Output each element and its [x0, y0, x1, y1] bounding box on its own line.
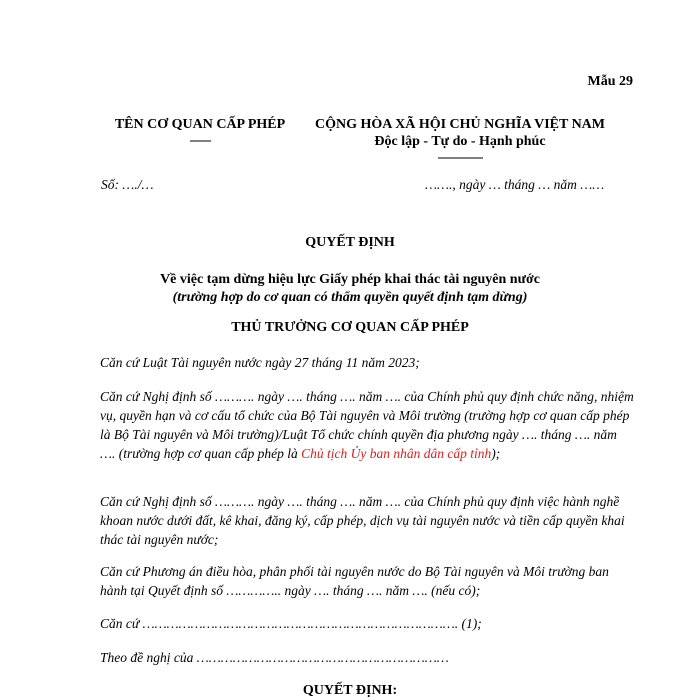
agency-name: TÊN CƠ QUAN CẤP PHÉP: [114, 117, 286, 132]
basis-law: Căn cứ Luật Tài nguyên nước ngày 27 tháng 11 năm 2023;: [100, 355, 420, 370]
subject-line: Về việc tạm dừng hiệu lực Giấy phép khai thác tài nguyên nước: [160, 272, 540, 287]
subject-note: (trường hợp do cơ quan có thẩm quyền quyết định tạm dừng): [172, 290, 528, 305]
country-name: CỘNG HÒA XÃ HỘI CHỦ NGHĨA VIỆT NAM: [314, 117, 605, 132]
national-motto: Độc lập - Tự do - Hạnh phúc: [374, 134, 546, 149]
motto-divider: ---------------: [437, 150, 483, 164]
basis-other: Căn cứ ……………………………………………………………………. (1);: [100, 616, 482, 631]
decision-title: QUYẾT ĐỊNH: [305, 235, 395, 250]
basis-decree-drilling: Căn cứ Nghị định số ………. ngày …. tháng …. năm …. của Chính phủ quy định việc hành nghề khoan nước dưới đất, kê khai, đăng ký, cấp phép, dịch vụ tài nguyên nước và tiền cấp quyền khai thác tài nguyên nước;: [100, 494, 625, 547]
reference-number: Số: …./…: [101, 177, 154, 192]
basis-decree-functions-end: );: [491, 446, 501, 461]
issue-date-line: ……., ngày … tháng … năm ……: [425, 177, 605, 192]
highlighted-authority: Chủ tịch Ủy ban nhân dân cấp tỉnh: [301, 446, 492, 461]
proposal-line: Theo đề nghị của ………………………………………………………: [100, 650, 449, 665]
decision-heading: QUYẾT ĐỊNH:: [302, 683, 398, 698]
basis-decree-functions: [100, 387, 635, 463]
national-header: [300, 116, 620, 164]
decision-subject: [100, 271, 600, 307]
agency-divider: -------: [189, 133, 211, 147]
basis-decree-functions-text: Căn cứ Nghị định số ………. ngày …. tháng …. năm …. của Chính phủ quy định chức năng, nhiệm vụ, quyền hạn và cơ cấu tổ chức của Bộ Tài nguyên và Môi trường (trường hợp cơ quan cấp phép là Bộ Tài nguyên và Môi trường)/Luật Tổ chức chính quyền địa phương ngày …. tháng …. năm …. (trường hợp cơ quan cấp phép là: [100, 389, 634, 461]
form-number: Mẫu 29: [587, 74, 633, 89]
basis-allocation-plan: Căn cứ Phương án điều hòa, phân phối tài nguyên nước do Bộ Tài nguyên và Môi trường ban hành tại Quyết định số ………….. ngày …. tháng …. năm …. (nếu có);: [100, 564, 609, 598]
authority-title: THỦ TRƯỞNG CƠ QUAN CẤP PHÉP: [231, 320, 469, 335]
agency-header: [100, 116, 300, 147]
